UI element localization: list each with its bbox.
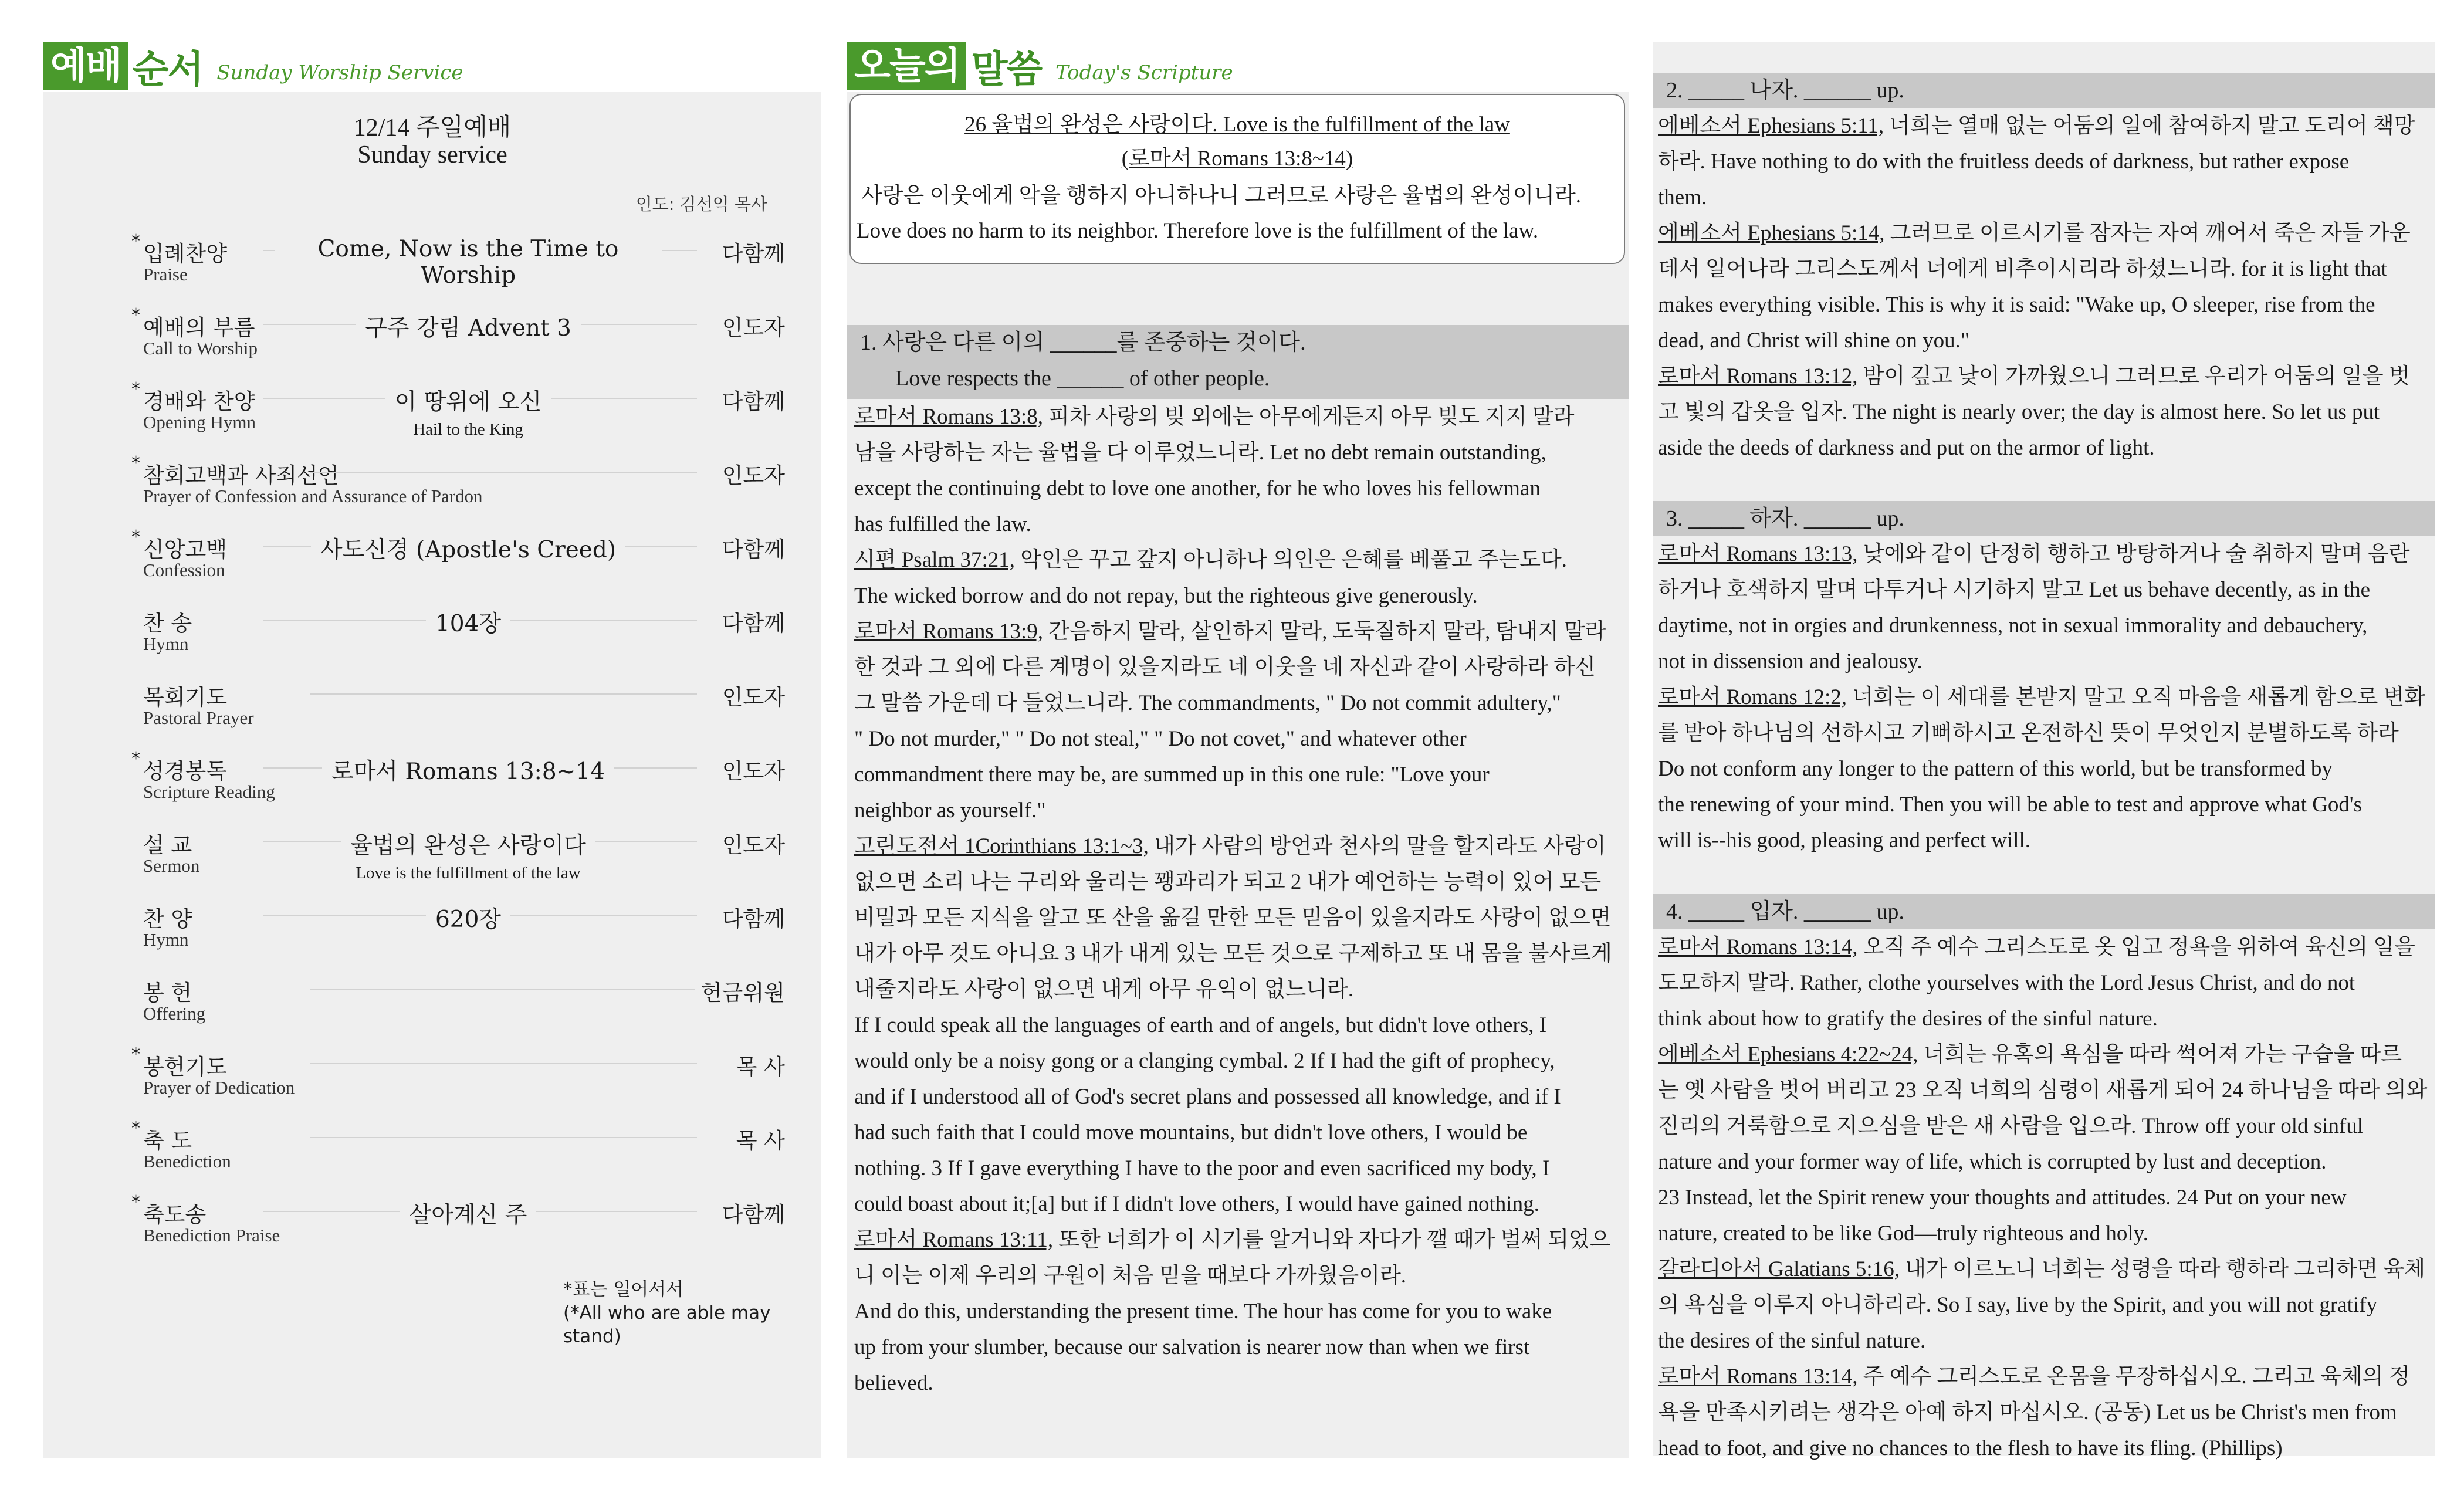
verse-text: daytime, not in orgies and drunkenness, not in sexual immorality and debauchery, [1658, 614, 2368, 638]
verse-text: 악인은 꾸고 갚지 아니하나 의인은 은혜를 베풀고 주는도다. [1014, 548, 1568, 572]
question-4-verses [1658, 929, 2428, 1466]
service-item-detail-main: 살아계신 주 [400, 1197, 537, 1230]
service-item [87, 306, 814, 371]
verse-text: 내가 이르노니 너희는 성령을 따라 행하라 그리하면 육체 [1899, 1257, 2426, 1281]
service-item [87, 1193, 814, 1258]
verse-text: neighbor as yourself." [854, 798, 1046, 823]
service-item-leader: 목 사 [730, 1123, 785, 1155]
service-item-leader: 인도자 [716, 310, 785, 341]
verse-text: 낮에와 같이 단정히 행하고 방탕하거나 술 취하지 말며 음란 [1857, 542, 2410, 566]
verse-line [1658, 1323, 2428, 1359]
verse-text: 내가 아무 것도 아니요 3 내가 내게 있는 모든 것으로 구제하고 또 내 몸을 불사르게 [854, 942, 1612, 966]
service-item-name-en: Benediction [143, 1151, 231, 1172]
service-item-detail [275, 1049, 662, 1063]
standing-marker: * [131, 1044, 140, 1065]
verse-text: will is--his good, pleasing and perfect will. [1658, 828, 2031, 852]
verse-text: 내가 사람의 방언과 천사의 말을 할지라도 사랑이 [1148, 834, 1606, 858]
standing-marker: * [131, 231, 140, 252]
verse-text: the desires of the sinful nature. [1658, 1329, 1926, 1353]
verse-reference: 로마서 Romans 13:14, [1658, 935, 1858, 959]
verse-reference: 로마서 Romans 13:14, [1658, 1365, 1858, 1389]
service-item [87, 1045, 814, 1110]
standing-marker: * [131, 305, 140, 326]
verse-text: 하라. Have nothing to do with the fruitless deeds of darkness, but rather expose [1658, 150, 2350, 174]
verse-text: believed. [854, 1371, 933, 1395]
verse-line [854, 1365, 1612, 1401]
standing-marker: * [131, 749, 140, 769]
question-4-title: 4. _____ 입자. ______ up. [1666, 899, 1904, 924]
verse-text: 내줄지라도 사랑이 없으면 내게 아무 유익이 없느니라. [854, 977, 1354, 1001]
standing-note-ko: *표는 일어서서 [563, 1279, 684, 1300]
verse-line [854, 649, 1612, 685]
service-item-detail [275, 1197, 662, 1233]
standing-note-en: (*All who are able may stand) [563, 1302, 771, 1347]
verse-text: 없으면 소리 나는 구리와 울리는 꽹과리가 되고 2 내가 예언하는 능력이 있어 모든 [854, 870, 1602, 894]
service-item-detail [275, 679, 662, 693]
verse-text: 너희는 유혹의 욕심을 따라 썩어져 가는 구습을 따르 [1918, 1043, 2402, 1067]
service-item-leader: 인도자 [716, 753, 785, 785]
service-item-detail [275, 310, 662, 346]
scripture-continued-panel [1653, 42, 2435, 1460]
service-item-name-ko: 찬 양 [143, 906, 192, 932]
service-item-detail-main: 구주 강림 Advent 3 [356, 310, 581, 343]
question-4-bar [1653, 894, 2435, 929]
verse-line [1658, 787, 2425, 823]
leader-line [310, 693, 697, 695]
service-item [87, 824, 814, 888]
verse-line [854, 399, 1612, 435]
verse-line [1658, 430, 2415, 466]
standing-note [563, 1278, 821, 1348]
verse-text: 는 옛 사람을 벗어 버리고 23 오직 너희의 심령이 새롭게 되어 24 하나님을 따라 의와 [1658, 1078, 2428, 1102]
verse-line [854, 1186, 1612, 1222]
verse-line [1658, 1251, 2428, 1287]
standing-marker: * [131, 1118, 140, 1139]
verse-line [854, 542, 1612, 578]
verse-line [1658, 287, 2415, 323]
verse-text: 욕을 만족시키려는 생각은 아예 하지 마십시오. (공동) Let us be Christ's men from [1658, 1400, 2397, 1424]
verse-line [1658, 823, 2425, 858]
verse-line [854, 757, 1612, 793]
verse-line [854, 864, 1612, 900]
service-item-detail-main: 이 땅위에 오신 [385, 384, 551, 417]
verse-text: except the continuing debt to love one another, for he who loves his fellowman [854, 476, 1541, 500]
service-item-name-en: Call to Worship [143, 338, 258, 358]
verse-text: 23 Instead, let the Spirit renew your thoughts and attitudes. 24 Put on your new [1658, 1186, 2347, 1210]
service-item-name-en: Confession [143, 560, 225, 580]
verse-text: head to foot, and give no chances to the flesh to have its fling. (Phillips) [1658, 1436, 2283, 1460]
service-item-detail-main: 로마서 Romans 13:8~14 [322, 753, 614, 786]
service-item-leader: 인도자 [716, 827, 785, 859]
verse-line [1658, 929, 2428, 965]
order-of-worship-header [43, 42, 463, 90]
verse-text: 남을 사랑하는 자는 율법을 다 이루었느니라. Let no debt remain outstanding, [854, 441, 1546, 465]
verse-line [854, 1258, 1612, 1294]
service-item [87, 232, 814, 297]
verse-reference: 로마서 Romans 13:12, [1658, 364, 1858, 388]
verse-text: 도모하지 말라. Rather, clothe yourselves with the Lord Jesus Christ, and do not [1658, 971, 2355, 995]
verse-line [1658, 1144, 2428, 1180]
verse-line [1658, 108, 2415, 144]
service-item-name-en: Hymn [143, 929, 189, 950]
header-box-label: 오늘의 [847, 42, 966, 90]
scripture-panel [847, 92, 1629, 1458]
verse-line [1658, 180, 2415, 215]
verse-line [1658, 215, 2415, 251]
verse-text: had such faith that I could move mountains, but didn't love others, I would be [854, 1121, 1528, 1145]
verse-line [1658, 1395, 2428, 1430]
question-1-bar [847, 325, 1629, 399]
verse-line [1658, 536, 2425, 572]
service-item [87, 750, 814, 814]
verse-line [854, 793, 1612, 828]
service-item-detail-main: 율법의 완성은 사랑이다 [341, 827, 595, 860]
verse-reference: 시편 Psalm 37:21, [854, 548, 1015, 572]
service-item-detail-sub: Love is the fulfillment of the law [356, 864, 581, 882]
verse-text: 주 예수 그리스도로 온몸을 무장하십시오. 그리고 육체의 정 [1857, 1365, 2410, 1389]
service-item [87, 602, 814, 666]
service-item [87, 380, 814, 445]
service-item-detail-main: Come, Now is the Time to Worship [275, 236, 662, 289]
verse-text: nothing. 3 If I gave everything I have to the poor and even sacrificed my body, I [854, 1156, 1550, 1180]
verse-text: 비밀과 모든 지식을 알고 또 산을 옮길 만한 모든 믿음이 있을지라도 사랑이 없으면 [854, 906, 1612, 930]
verse-line [1658, 572, 2425, 608]
verse-text: 그러므로 이르시기를 잠자는 자여 깨어서 죽은 자들 가운 [1884, 221, 2411, 245]
verse-text: 밤이 깊고 낮이 가까웠으니 그러므로 우리가 어둠의 일을 벗 [1857, 364, 2410, 388]
verse-line [854, 828, 1612, 864]
service-item-detail [275, 384, 662, 439]
verse-text: dead, and Christ will shine on you." [1658, 329, 1969, 353]
verse-line [854, 972, 1612, 1007]
verse-line [1658, 394, 2415, 430]
verse-text: them. [1658, 185, 1707, 209]
question-1-title-ko: 1. 사랑은 다른 이의 ______를 존중하는 것이다. [860, 330, 1306, 355]
verse-text: 또한 너희가 이 시기를 알거니와 자다가 깰 때가 벌써 되었으 [1053, 1228, 1611, 1252]
verse-text: 를 받아 하나님의 선하시고 기뻐하시고 온전하신 뜻이 무엇인지 분별하도록 하라 [1658, 721, 2399, 745]
verse-line [1658, 751, 2425, 787]
service-item [87, 972, 814, 1036]
verse-line [854, 1043, 1612, 1079]
service-item-leader: 헌금위원 [695, 975, 785, 1007]
verse-text: The wicked borrow and do not repay, but the righteous give generously. [854, 584, 1478, 608]
service-item-detail-main: 104장 [426, 605, 510, 638]
verse-line [854, 1115, 1612, 1150]
service-item-detail [275, 827, 662, 883]
service-item-leader: 다함께 [716, 384, 785, 415]
verse-text: 한 것과 그 외에 다른 계명이 있을지라도 네 이웃을 네 자신과 같이 사랑하라 하신 [854, 655, 1596, 679]
service-item-name-ko: 봉헌기도 [143, 1054, 227, 1079]
service-item-leader: 다함께 [716, 1197, 785, 1228]
question-1-title-en: Love respects the ______ of other people. [895, 366, 1270, 391]
verse-line [854, 1079, 1612, 1115]
service-item-name-en: Offering [143, 1003, 206, 1024]
service-item-detail [275, 236, 662, 292]
verse-line [854, 685, 1612, 721]
service-item [87, 454, 814, 519]
service-item-detail [275, 1123, 662, 1137]
service-item-name-en: Prayer of Dedication [143, 1077, 295, 1098]
standing-marker: * [131, 527, 140, 547]
service-item-detail [275, 753, 662, 790]
verse-line [1658, 1216, 2428, 1251]
verse-line [1658, 965, 2428, 1001]
question-3-title: 3. _____ 하자. ______ up. [1666, 506, 1904, 531]
verse-line [854, 1222, 1612, 1258]
verse-text: makes everything visible. This is why it is said: "Wake up, O sleeper, rise from the [1658, 293, 2375, 317]
service-item-name-en: Opening Hymn [143, 412, 256, 432]
leader-line [310, 472, 697, 473]
verse-reference: 로마서 Romans 13:8, [854, 405, 1044, 429]
verse-line [1658, 1108, 2428, 1144]
service-item-detail [275, 458, 662, 472]
header-green-label: 순서 [132, 48, 203, 92]
verse-text: If I could speak all the languages of earth and of angels, but didn't love others, I [854, 1013, 1547, 1037]
service-item-name-en: Praise [143, 264, 188, 285]
verse-reference: 로마서 Romans 13:13, [1658, 542, 1858, 566]
question-3-verses [1658, 536, 2425, 858]
service-item-name-ko: 봉 헌 [143, 980, 192, 1006]
verse-reference: 로마서 Romans 12:2, [1658, 685, 1847, 709]
verse-reference: 에베소서 Ephesians 4:22~24, [1658, 1043, 1918, 1067]
verse-line [854, 900, 1612, 936]
verse-line [854, 1150, 1612, 1186]
verse-text: 피차 사랑의 빚 외에는 아무에게든지 아무 빚도 지지 말라 [1043, 405, 1575, 429]
service-item-detail-main: 사도신경 (Apostle's Creed) [311, 532, 625, 564]
service-item-name-en: Sermon [143, 855, 200, 876]
service-item-detail [275, 532, 662, 568]
verse-text: commandment there may be, are summed up in this one rule: "Love your [854, 763, 1490, 787]
verse-text: would only be a noisy gong or a clanging cymbal. 2 If I had the gift of prophecy, [854, 1049, 1555, 1073]
service-item-leader: 다함께 [716, 532, 785, 563]
verse-line [1658, 1072, 2428, 1108]
verse-line [1658, 358, 2415, 394]
verse-text: 너희는 열매 없는 어둠의 일에 참여하지 말고 도리어 책망 [1884, 114, 2415, 138]
verse-text: has fulfilled the law. [854, 512, 1031, 536]
service-item-detail-sub: Hail to the King [413, 420, 523, 439]
question-2-title: 2. _____ 나자. ______ up. [1666, 78, 1904, 103]
service-item-detail-main: 620장 [426, 901, 510, 934]
verse-text: aside the deeds of darkness and put on the armor of light. [1658, 436, 2155, 460]
service-item-name-ko: 참회고백과 사죄선언 [143, 463, 339, 488]
question-1-verses [854, 399, 1612, 1401]
verse-line [854, 614, 1612, 649]
service-item-name-ko: 찬 송 [143, 611, 192, 636]
service-item [87, 1119, 814, 1184]
verse-text: Do not conform any longer to the pattern of this world, but be transformed by [1658, 757, 2333, 781]
lesson-box [849, 94, 1625, 264]
service-date-title: 12/14 주일예배 [353, 114, 512, 141]
service-item-name-ko: 신앙고백 [143, 537, 227, 562]
question-2-verses [1658, 108, 2415, 466]
verse-line [1658, 1037, 2428, 1072]
service-item-name-en: Benediction Praise [143, 1225, 280, 1245]
verse-line [1658, 1287, 2428, 1323]
header-script-label: Today's Scripture [1055, 61, 1233, 84]
service-item-leader: 다함께 [716, 901, 785, 933]
verse-line [854, 721, 1612, 757]
question-2-bar [1653, 73, 2435, 108]
header-box-label: 예배 [43, 42, 128, 90]
service-item-detail [275, 901, 662, 937]
verse-line [1658, 715, 2425, 751]
question-3-bar [1653, 501, 2435, 536]
leader-line [310, 1137, 697, 1138]
service-item-name-ko: 입례찬양 [143, 241, 227, 266]
verse-line [1658, 1359, 2428, 1395]
verse-line [854, 1329, 1612, 1365]
standing-marker: * [131, 453, 140, 473]
verse-line [854, 435, 1612, 471]
verse-text: 의 욕심을 이루지 아니하리라. So I say, live by the Spirit, and you will not gratify [1658, 1293, 2378, 1317]
lesson-title: 26 율법의 완성은 사랑이다. Love is the fulfillment of the law [964, 113, 1510, 137]
service-item [87, 676, 814, 740]
service-item-leader: 인도자 [716, 458, 785, 489]
verse-text: the renewing of your mind. Then you will be able to test and approve what God's [1658, 793, 2362, 817]
verse-text: 데서 일어나라 그리스도께서 너에게 비추이시리라 하셨느니라. for it is light that [1658, 257, 2387, 281]
verse-line [1658, 1430, 2428, 1466]
service-item [87, 528, 814, 593]
standing-marker: * [131, 1192, 140, 1213]
service-item-detail [275, 605, 662, 642]
service-item-name-ko: 축도송 [143, 1202, 207, 1227]
lesson-korean-text: 사랑은 이웃에게 악을 행하지 아니하나니 그러므로 사랑은 율법의 완성이니라. [861, 184, 1581, 208]
verse-line [854, 506, 1612, 542]
standing-marker: * [131, 379, 140, 400]
verse-line [1658, 644, 2425, 679]
verse-line [1658, 1180, 2428, 1216]
header-script-label: Sunday Worship Service [216, 61, 463, 84]
verse-line [854, 1294, 1612, 1329]
verse-reference: 에베소서 Ephesians 5:14, [1658, 221, 1885, 245]
service-item-name-en: Pastoral Prayer [143, 708, 254, 728]
service-item-leader: 인도자 [716, 679, 785, 711]
service-item-leader: 다함께 [716, 236, 785, 268]
verse-line [1658, 679, 2425, 715]
service-item-name-ko: 성경봉독 [143, 759, 227, 784]
verse-line [854, 936, 1612, 972]
verse-text: could boast about it;[a] but if I didn't love others, I would have gained nothing. [854, 1192, 1539, 1216]
verse-line [1658, 144, 2415, 180]
verse-text: 고 빛의 갑옷을 입자. The night is nearly over; the day is almost here. So let us put [1658, 400, 2380, 424]
service-item-name-en: Prayer of Confession and Assurance of Pardon [143, 486, 483, 506]
leader-line [310, 1063, 697, 1064]
verse-text: and if I understood all of God's secret plans and possessed all knowledge, and if I [854, 1085, 1561, 1109]
lesson-english-text: Love does no harm to its neighbor. Therefore love is the fulfillment of the law. [857, 219, 1539, 243]
verse-text: And do this, understanding the present time. The hour has come for you to wake [854, 1299, 1552, 1324]
verse-text: 그 말씀 가운데 다 들었느니라. The commandments, " Do not commit adultery," [854, 691, 1561, 715]
verse-line [1658, 608, 2425, 644]
service-subtitle: Sunday service [357, 141, 507, 168]
worship-order-panel [43, 92, 821, 1458]
verse-line [854, 471, 1612, 506]
verse-text: 진리의 거룩함으로 지으심을 받은 새 사람을 입으라. Throw off your old sinful [1658, 1114, 2364, 1138]
verse-line [1658, 323, 2415, 358]
verse-text: 너희는 이 세대를 본받지 말고 오직 마음을 새롭게 함으로 변화 [1847, 685, 2426, 709]
verse-reference: 로마서 Romans 13:11, [854, 1228, 1054, 1252]
service-item-detail [275, 975, 662, 989]
lesson-reference: (로마서 Romans 13:8~14) [1121, 147, 1353, 171]
verse-line [1658, 251, 2415, 287]
service-item [87, 898, 814, 962]
service-leader: 인도: 김선익 목사 [635, 194, 767, 214]
service-item-name-ko: 예배의 부름 [143, 315, 255, 340]
verse-text: 하거나 호색하지 말며 다투거나 시기하지 말고 Let us behave decently, as in the [1658, 578, 2371, 602]
verse-text: nature, created to be like God—truly righteous and holy. [1658, 1221, 2149, 1245]
leader-line [310, 989, 697, 990]
verse-text: nature and your former way of life, which is corrupted by lust and deception. [1658, 1150, 2327, 1174]
service-item-name-ko: 설 교 [143, 832, 192, 858]
header-green-label: 말씀 [971, 48, 1042, 92]
verse-text: 간음하지 말라, 살인하지 말라, 도둑질하지 말라, 탐내지 말라 [1043, 620, 1606, 644]
service-item-name-ko: 목회기도 [143, 685, 227, 710]
verse-reference: 갈라디아서 Galatians 5:16, [1658, 1257, 1900, 1281]
verse-text: up from your slumber, because our salvation is nearer now than when we first [854, 1335, 1530, 1359]
service-item-name-en: Hymn [143, 634, 189, 654]
service-item-name-en: Scripture Reading [143, 781, 275, 802]
verse-text: " Do not murder," " Do not steal," " Do not covet," and whatever other [854, 727, 1467, 751]
verse-reference: 에베소서 Ephesians 5:11, [1658, 114, 1884, 138]
todays-scripture-header [847, 42, 1233, 90]
service-item-name-ko: 경배와 찬양 [143, 389, 255, 414]
verse-line [1658, 1001, 2428, 1037]
verse-text: not in dissension and jealousy. [1658, 649, 1923, 673]
service-item-name-ko: 축 도 [143, 1128, 192, 1153]
verse-text: 니 이는 이제 우리의 구원이 처음 믿을 때보다 가까웠음이라. [854, 1264, 1407, 1288]
verse-reference: 로마서 Romans 13:9, [854, 620, 1044, 644]
verse-text: 오직 주 예수 그리스도로 옷 입고 정욕을 위하여 육신의 일을 [1857, 935, 2415, 959]
verse-reference: 고린도전서 1Corinthians 13:1~3, [854, 834, 1149, 858]
verse-text: think about how to gratify the desires of the sinful nature. [1658, 1007, 2158, 1031]
verse-line [854, 1007, 1612, 1043]
verse-line [854, 578, 1612, 614]
service-item-leader: 다함께 [716, 605, 785, 637]
service-item-leader: 목 사 [730, 1049, 785, 1081]
